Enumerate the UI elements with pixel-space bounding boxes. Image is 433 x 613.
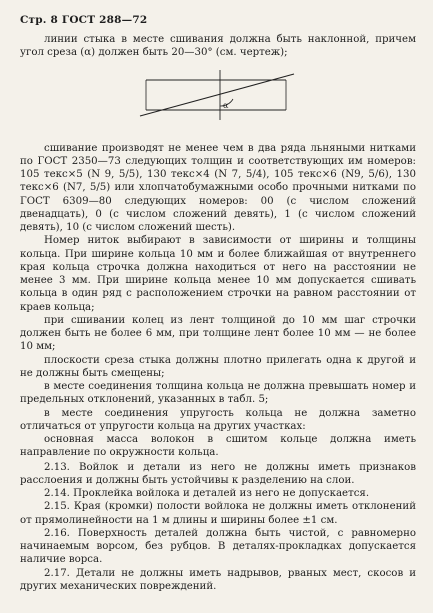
paragraph-2-15: 2.15. Края (кромки) полости войлока не должны иметь отклонений от прямолинейности на 1 м длины и ширины более ±1 см.	[20, 501, 416, 526]
paragraph-2-13: 2.13. Войлок и детали из него не должны иметь признаков расслоения и должны быть устойчивы к разделению на слои.	[20, 461, 416, 486]
paragraph-cut-planes: плоскости среза стыка должны плотно прилегать одна к другой и не должны быть смещены;	[20, 354, 416, 379]
paragraph-stitching: сшивание производят не менее чем в два ряда льняными нитками по ГОСТ 2350—73 следующих толщин и соответствующих им номеров: 105 текс×5 (N 9, 5/5), 130 текс×4 (N 7, 5/4), 105 текс×6 (N9, 5/6), 130 текс×6 (N7, 5/5) или хлопчатобумажными особо прочными нитками по ГОСТ 6309—80 следующих номеров: 00 (с числом сложений двенадцать), 0 (с числом сложений девять), 1 (с числом сложений девять), 10 (с числом сложений шесть).	[20, 142, 416, 233]
paragraph-thread-number: Номер ниток выбирают в зависимости от ширины и толщины кольца. При ширине кольца 10 мм и более ближайшая от внутреннего края кольца строчка должна находиться от него на расстоянии не менее 3 мм. При ширине кольца менее 10 мм допускается сшивать кольца в один ряд с расположением строчки на равном расстоянии от краев кольца;	[20, 235, 416, 313]
paragraph-2-16: 2.16. Поверхность деталей должна быть чистой, с равномерно начинаемым ворсом, без рубцов. В деталях-прокладках допускается наличие ворса.	[20, 527, 416, 566]
document-body	[20, 33, 416, 593]
paragraph-2-17: 2.17. Детали не должны иметь надрывов, рваных мест, скосов и других механических повреждений.	[20, 567, 416, 592]
paragraph-joint-elasticity: в месте соединения упругость кольца не должна заметно отличаться от упругости кольца на других участках:	[20, 407, 416, 432]
joint-drawing	[20, 62, 416, 132]
paragraph-angle: линии стыка в месте сшивания должна быть наклонной, причем угол среза (α) должен быть 20—30° (см. чертеж);	[20, 34, 416, 59]
page-header: Стр. 8 ГОСТ 288—72	[20, 14, 148, 26]
paragraph-fiber-direction: основная масса волокон в сшитом кольце должна иметь направление по окружности кольца.	[20, 434, 416, 459]
paragraph-joint-thickness: в месте соединения толщина кольца не должна превышать номер и предельных отклонений, указанных в табл. 5;	[20, 381, 416, 406]
paragraph-2-14: 2.14. Проклейка войлока и деталей из него не допускается.	[44, 488, 370, 499]
angle-label: α	[223, 100, 229, 110]
joint-cut-diagram	[116, 62, 306, 132]
paragraph-stitch-step: при сшивании колец из лент толщиной до 10 мм шаг строчки должен быть не более 6 мм, при толщине лент более 10 мм — не более 10 мм;	[20, 314, 416, 353]
